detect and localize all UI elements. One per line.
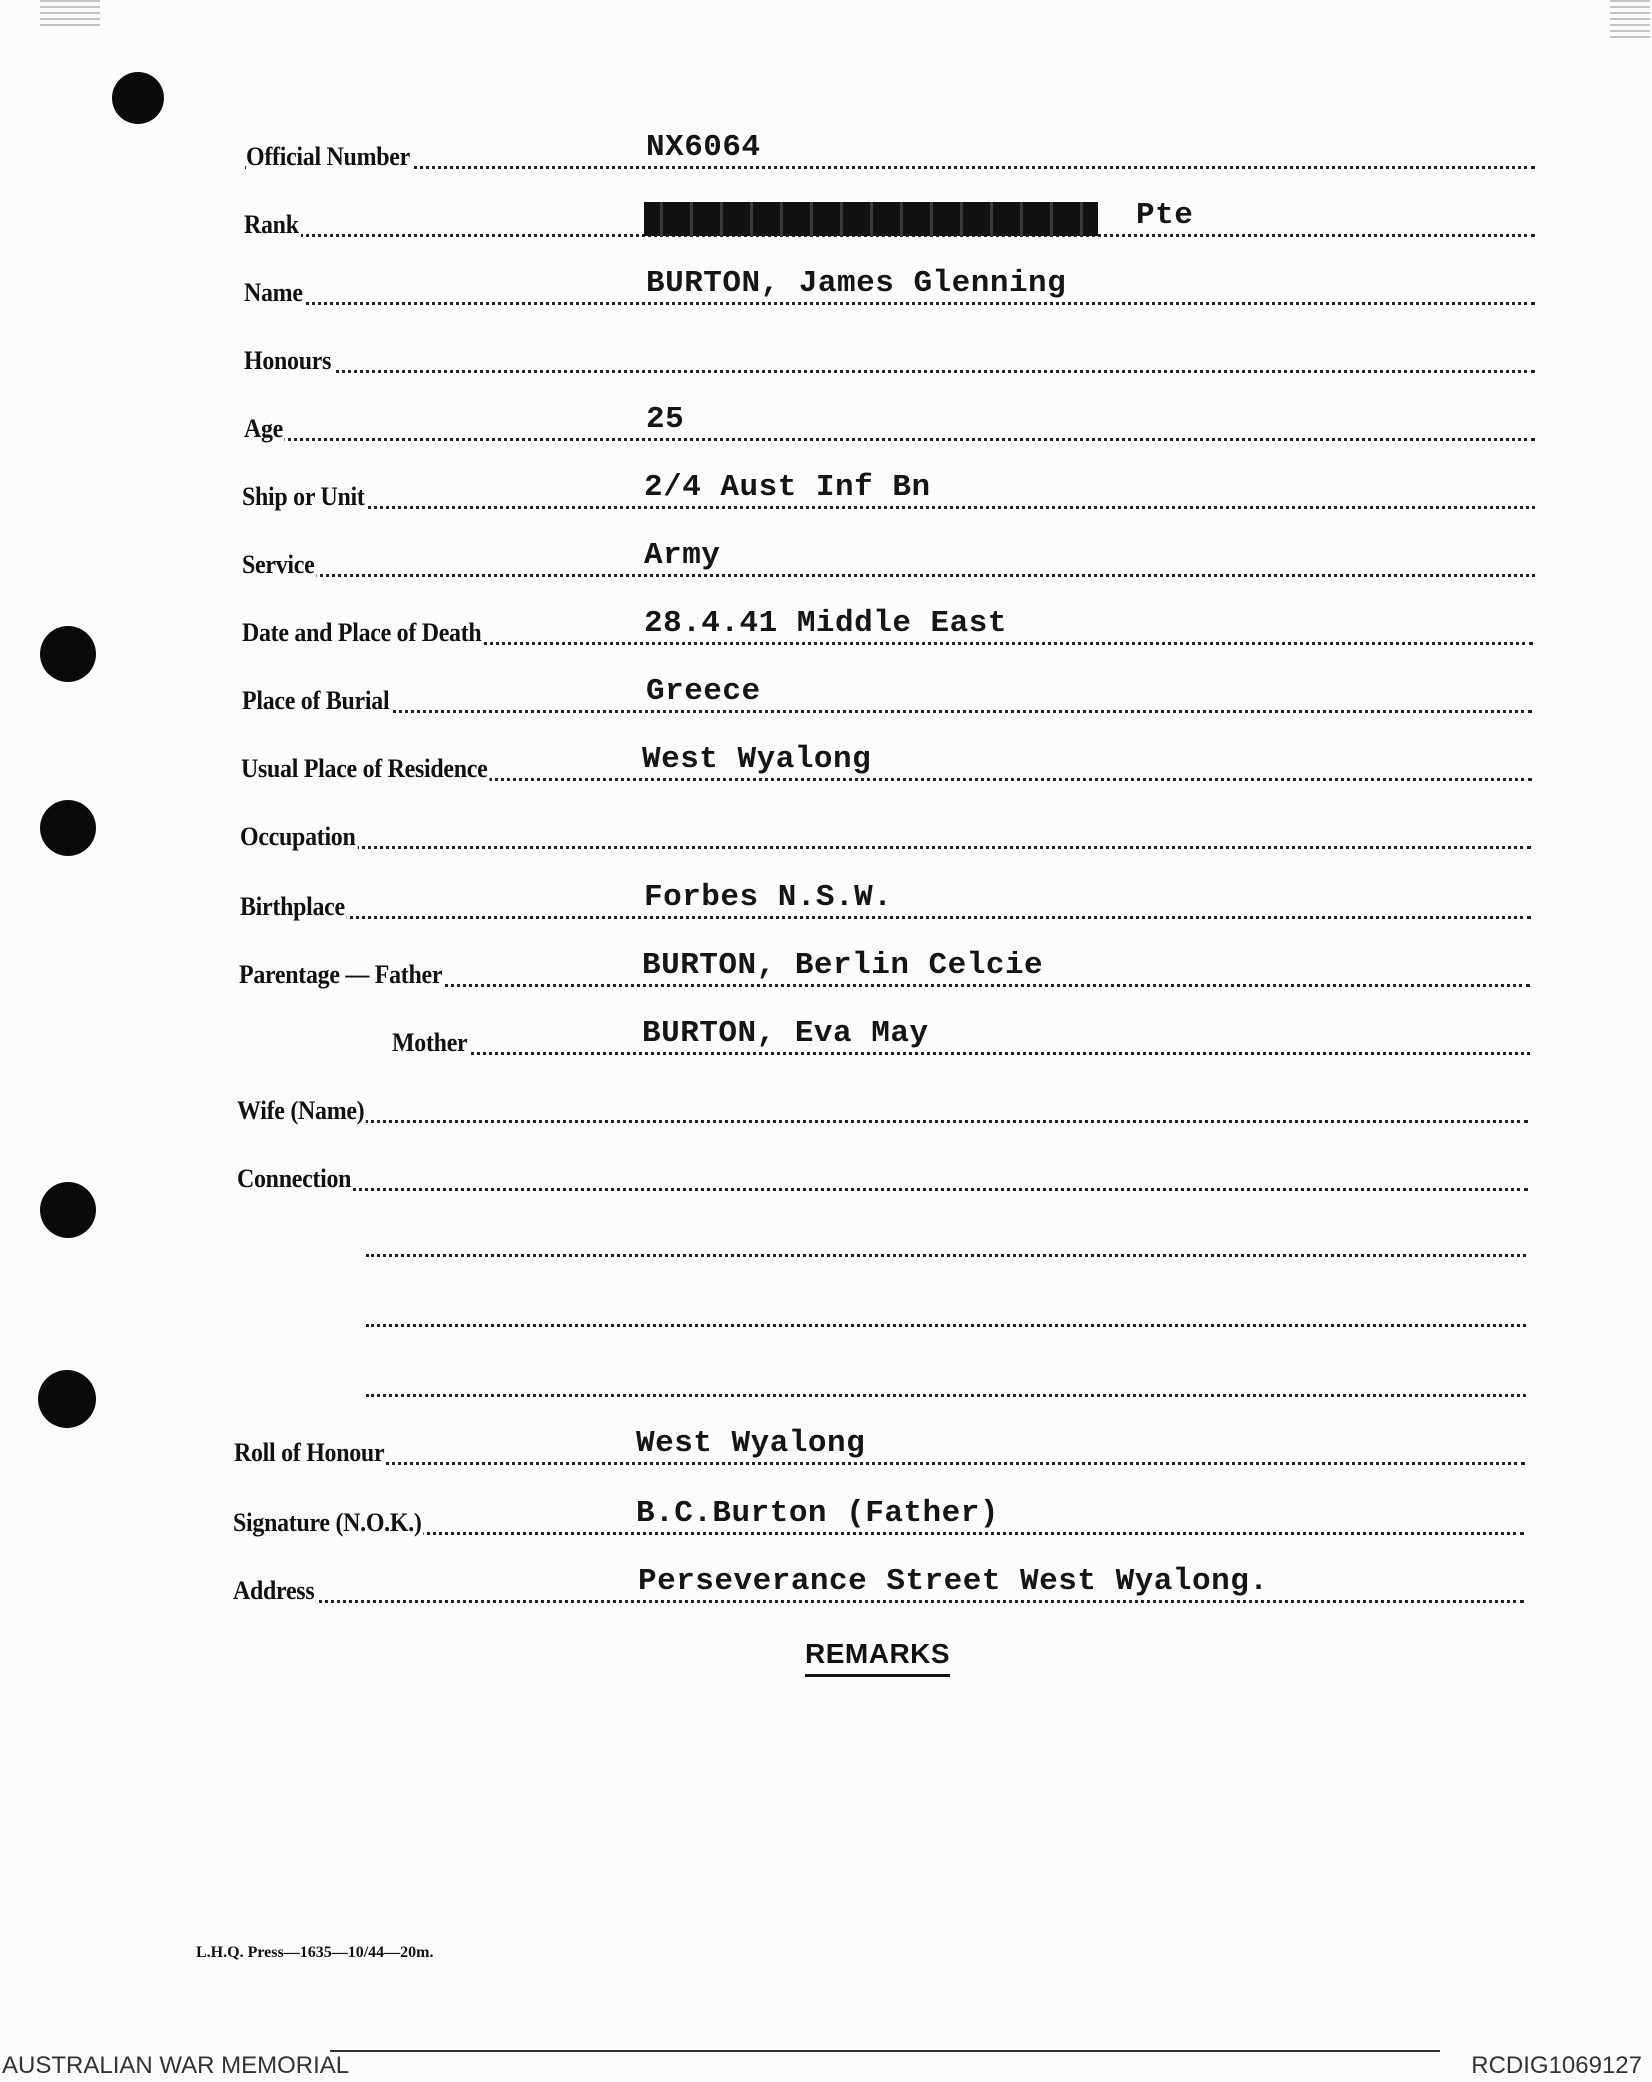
punch-hole bbox=[112, 72, 164, 124]
field-label: Usual Place of Residence bbox=[241, 754, 488, 783]
field-place-of-burial bbox=[0, 672, 1652, 722]
connection-blank-line bbox=[366, 1254, 1526, 1257]
field-usual-place-of-residence bbox=[0, 740, 1652, 790]
field-label: Connection bbox=[237, 1164, 352, 1193]
field-value: BURTON, Eva May bbox=[642, 1016, 929, 1051]
field-label: Signature (N.O.K.) bbox=[233, 1508, 422, 1537]
field-label: Birthplace bbox=[240, 892, 345, 921]
field-value: Army bbox=[644, 538, 721, 573]
field-label: Service bbox=[242, 550, 315, 579]
field-roll-of-honour bbox=[0, 1424, 1652, 1474]
field-value: West Wyalong bbox=[642, 742, 872, 777]
field-label: Occupation bbox=[240, 822, 356, 851]
footer-rule bbox=[330, 2050, 1440, 2052]
field-label: Mother bbox=[392, 1028, 468, 1057]
field-signature-nok bbox=[0, 1494, 1652, 1544]
field-label: Roll of Honour bbox=[234, 1438, 385, 1467]
field-rank bbox=[0, 196, 1652, 246]
scan-edge-mark bbox=[1610, 0, 1650, 40]
field-value: 25 bbox=[646, 402, 685, 437]
field-label: Honours bbox=[244, 346, 332, 375]
field-value: Pte bbox=[1136, 198, 1194, 233]
scan-edge-mark bbox=[40, 0, 100, 28]
field-service bbox=[0, 536, 1652, 586]
field-label: Parentage — Father bbox=[239, 960, 443, 989]
field-label: Address bbox=[233, 1576, 315, 1605]
field-value: Perseverance Street West Wyalong. bbox=[638, 1564, 1269, 1599]
field-occupation bbox=[0, 808, 1652, 858]
field-label: Place of Burial bbox=[242, 686, 390, 715]
field-value: BURTON, Berlin Celcie bbox=[642, 948, 1044, 983]
field-value: 2/4 Aust Inf Bn bbox=[644, 470, 931, 505]
field-value: B.C.Burton (Father) bbox=[636, 1496, 999, 1531]
field-father bbox=[0, 946, 1652, 996]
field-value: Forbes N.S.W. bbox=[644, 880, 893, 915]
redaction-bar bbox=[644, 202, 1098, 236]
field-label: Age bbox=[244, 414, 284, 443]
field-value: West Wyalong bbox=[636, 1426, 866, 1461]
field-label: Rank bbox=[244, 210, 299, 239]
field-connection bbox=[0, 1150, 1652, 1200]
field-age bbox=[0, 400, 1652, 450]
field-label: Name bbox=[244, 278, 303, 307]
footer-source: AUSTRALIAN WAR MEMORIAL bbox=[2, 2052, 350, 2079]
field-address bbox=[0, 1562, 1652, 1612]
connection-blank-line bbox=[366, 1324, 1526, 1327]
connection-blank-line bbox=[366, 1394, 1526, 1397]
field-value: BURTON, James Glenning bbox=[646, 266, 1067, 301]
punch-hole bbox=[38, 1370, 96, 1428]
field-honours bbox=[0, 332, 1652, 382]
field-date-place-of-death bbox=[0, 604, 1652, 654]
field-mother bbox=[0, 1014, 1652, 1064]
field-official-number bbox=[0, 128, 1652, 178]
field-ship-or-unit bbox=[0, 468, 1652, 518]
field-wife-name bbox=[0, 1082, 1652, 1132]
footer-record-id: RCDIG1069127 bbox=[1471, 2052, 1642, 2079]
field-label: Wife (Name) bbox=[237, 1096, 365, 1125]
field-value: 28.4.41 Middle East bbox=[644, 606, 1007, 641]
field-birthplace bbox=[0, 878, 1652, 928]
field-label: Ship or Unit bbox=[242, 482, 365, 511]
field-name bbox=[0, 264, 1652, 314]
field-value: Greece bbox=[646, 674, 761, 709]
field-label: Date and Place of Death bbox=[242, 618, 482, 647]
field-value: NX6064 bbox=[646, 130, 761, 165]
remarks-heading: REMARKS bbox=[805, 1638, 950, 1677]
field-label: Official Number bbox=[246, 142, 410, 171]
print-code: L.H.Q. Press—1635—10/44—20m. bbox=[196, 1944, 434, 1961]
